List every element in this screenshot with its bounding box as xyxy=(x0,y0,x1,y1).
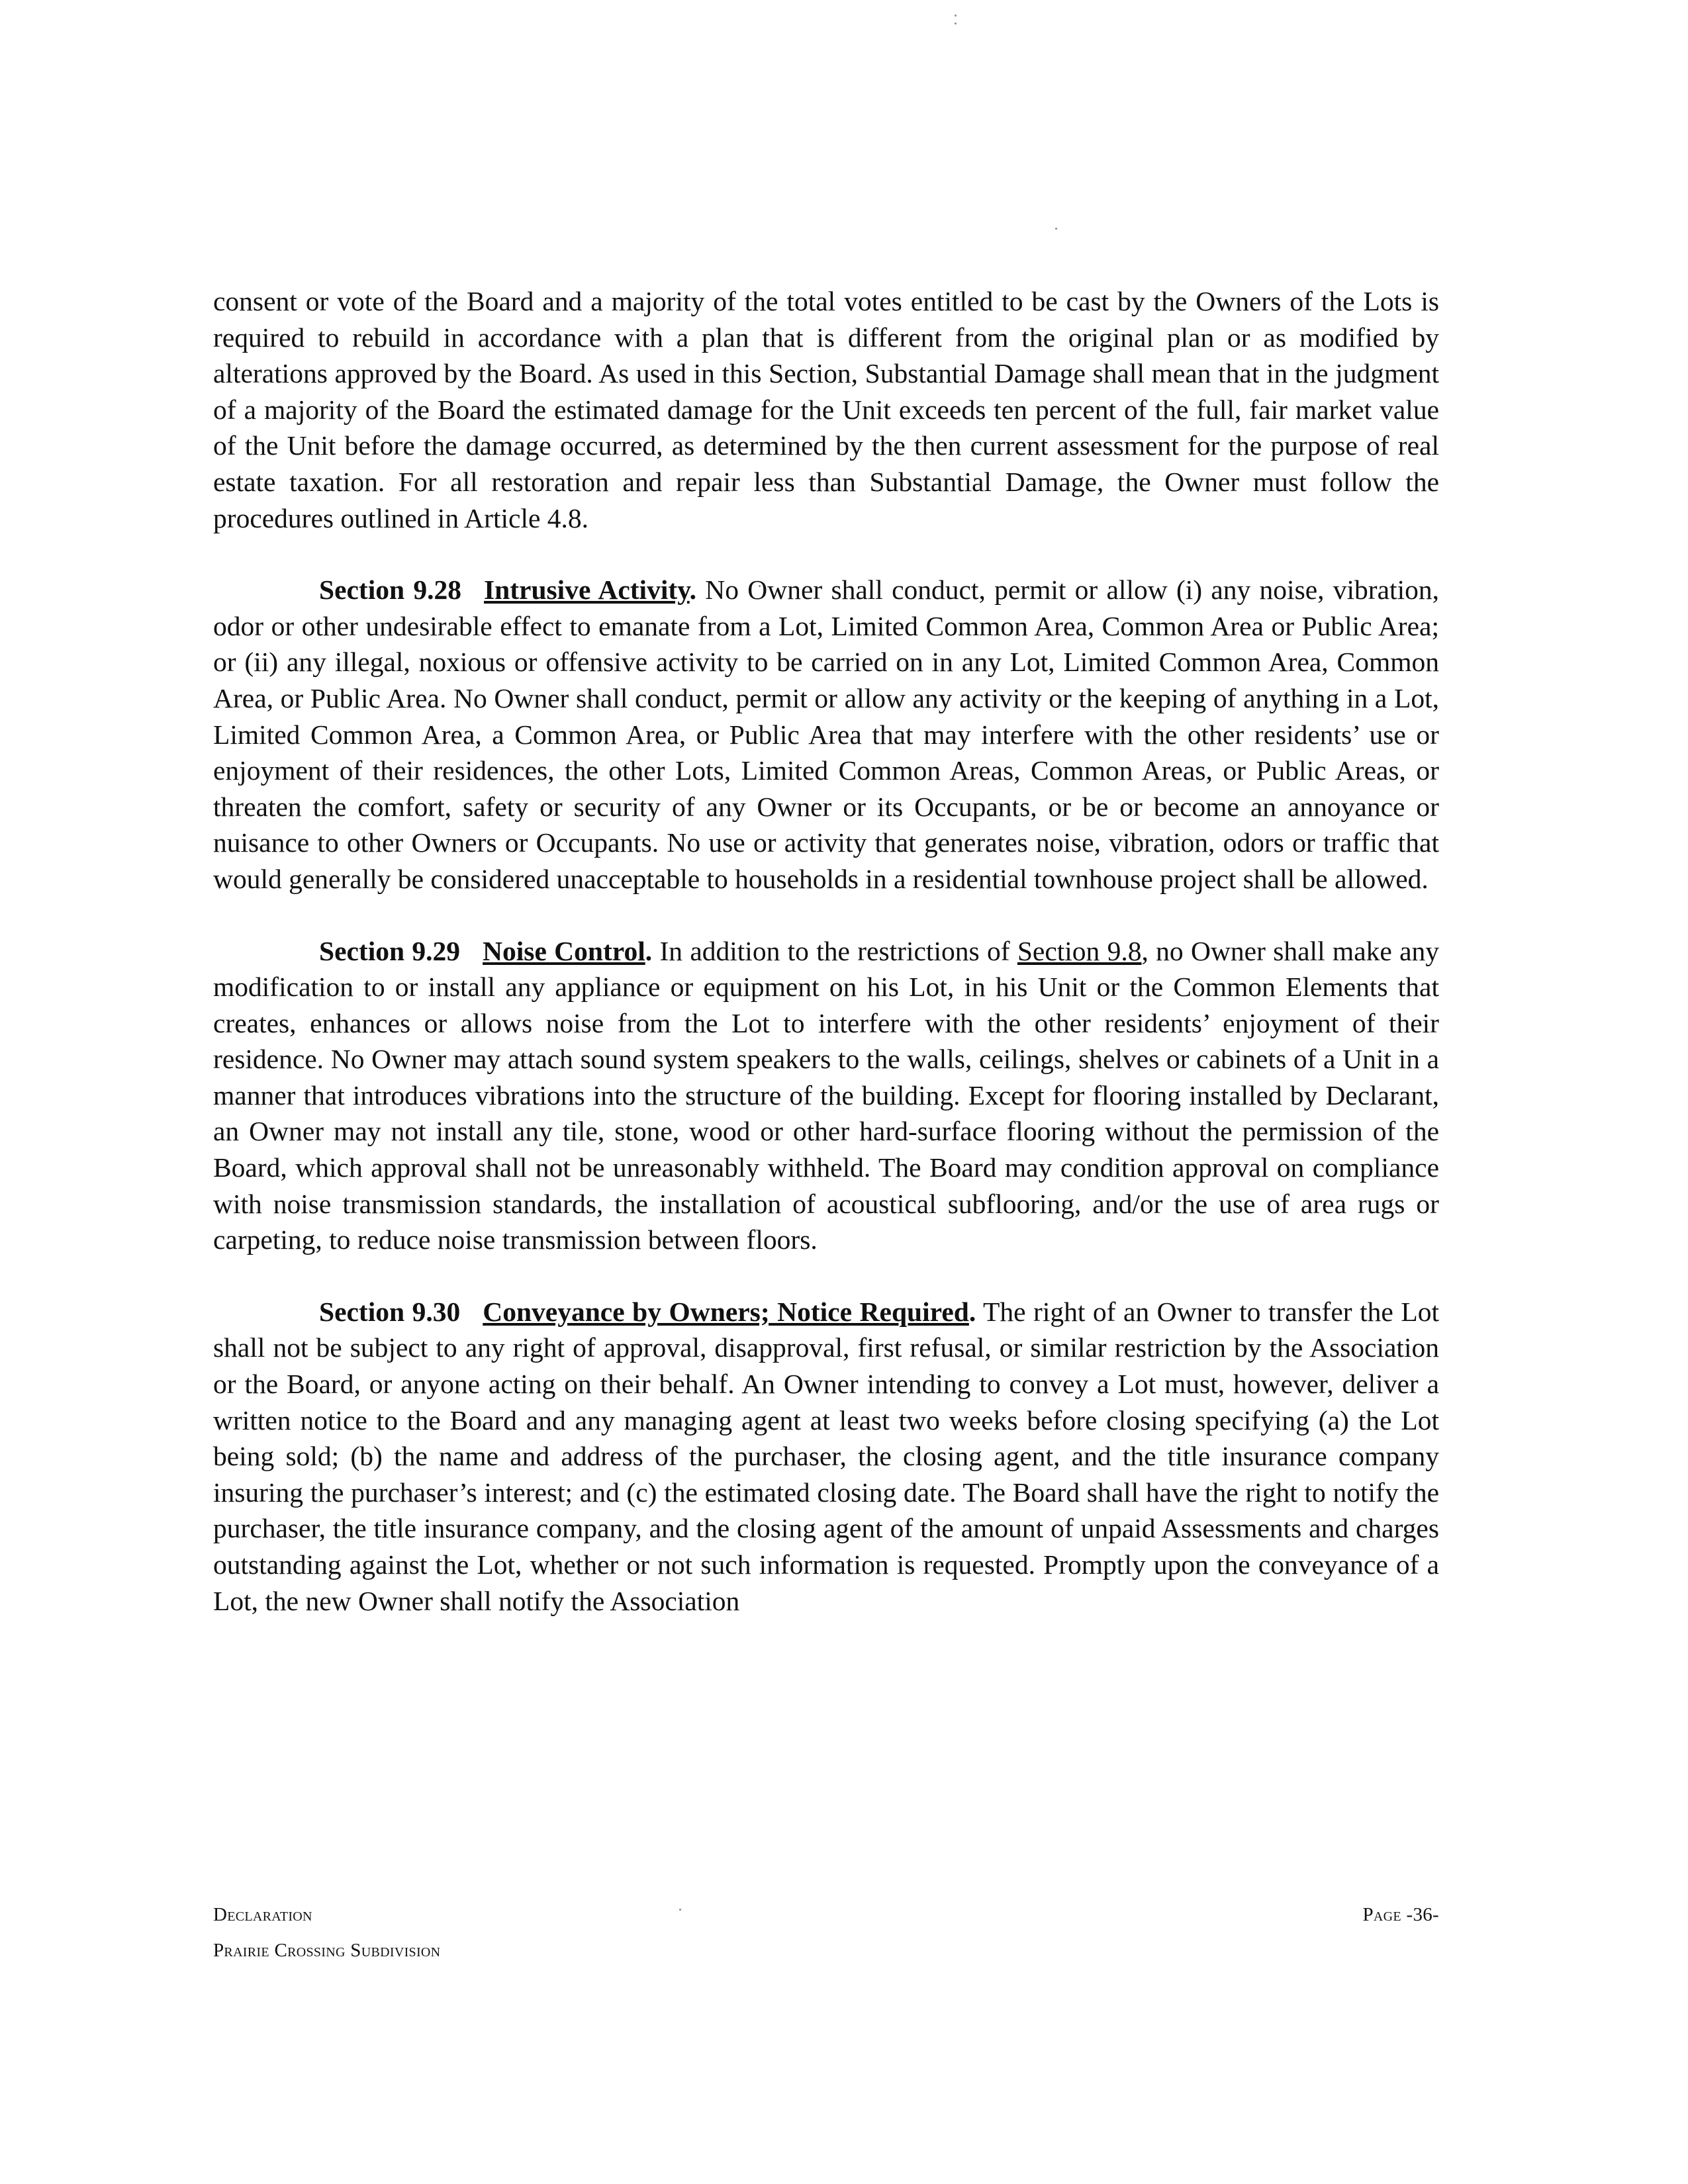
scan-speck xyxy=(955,23,957,24)
section-title: Conveyance by Owners; Notice Required xyxy=(483,1296,969,1327)
footer-document-title xyxy=(213,1897,440,1968)
paragraph-text: consent or vote of the Board and a majority of the total votes entitled to be cast by the Owners of the Lots is required to rebuild in accordance with a plan that is different from the original plan or as modified by alterations approved by the Board. As used in this Section, Substantial Damage shall mean that in the judgment of a majority of the Board the estimated damage for the Unit exceeds ten percent of the full, fair market value of the Unit before the damage occurred, as determined by the then current assessment for the purpose of real estate taxation. For all restoration and repair less than Substantial Damage, the Owner must follow the procedures outlined in Article 4.8. xyxy=(213,286,1439,533)
section-9-29: Section 9.29 Noise Control. In addition to the restrictions of Section 9.8, no Owner shall make any modification to or install any appliance or equipment on his Lot, in his Unit or the Common Elements that creates, enhances or allows noise from the Lot to interfere with the other residents’ enjoyment of their residence. No Owner may attach sound system speakers to the walls, ceilings, shelves or cabinets of a Unit in a manner that introduces vibrations into the structure of the building. Except for flooring installed by Declarant, an Owner may not install any tile, stone, wood or other hard-surface flooring without the permission of the Board, which approval shall not be unreasonably withheld. The Board may condition approval on compliance with noise transmission standards, the installation of acoustical subflooring, and/or the use of area rugs or carpeting, to reduce noise transmission between floors. xyxy=(213,935,1440,1255)
continued-paragraph xyxy=(213,283,1439,536)
scan-speck xyxy=(955,15,957,17)
section-title: Noise Control xyxy=(483,935,645,966)
section-9-28: Section 9.28 Intrusive Activity. No Owner shall conduct, permit or allow (i) any noise, vibration, odor or other undesirable effect to emanate from a Lot, Limited Common Area, Common Area or Public Area; or (ii) any illegal, noxious or offensive activity to be carried on in any Lot, Limited Common Area, Common Area, or Public Area. No Owner shall conduct, permit or allow any activity or the keeping of anything in a Lot, Limited Common Area, a Common Area, or Public Area that may interfere with the other residents’ use or enjoyment of their residences, the other Lots, Limited Common Areas, Common Areas, or Public Areas, or threaten the comfort, safety or security of any Owner or its Occupants, or be or become an annoyance or nuisance to other Owners or Occupants. No use or activity that generates noise, vibration, odors or traffic that would generally be considered unacceptable to households in a residential townhouse project shall be allowed. xyxy=(213,574,1439,894)
section-number: Section 9.28 xyxy=(319,574,461,606)
section-text: In addition to the restrictions of xyxy=(659,935,1017,966)
scan-speck xyxy=(679,1909,681,1911)
footer-doc-name: Declaration xyxy=(213,1904,312,1925)
section-9-30: Section 9.30 Conveyance by Owners; Notice Required. The right of an Owner to transfer the Lot shall not be subject to any right of approval, disapproval, first refusal, or similar restriction by the Association or the Board, or anyone acting on their behalf. An Owner intending to convey a Lot must, however, deliver a written notice to the Board and any managing agent at least two weeks before closing specifying (a) the Lot being sold; (b) the name and address of the purchaser, the closing agent, and the title insurance company insuring the purchaser’s interest; and (c) the estimated closing date. The Board shall have the right to notify the purchaser, the title insurance company, and the closing agent of the amount of unpaid Assessments and charges outstanding against the Lot, whether or not such information is requested. Promptly upon the conveyance of a Lot, the new Owner shall notify the Association xyxy=(213,1296,1439,1616)
page-number: Page -36- xyxy=(1362,1904,1439,1925)
section-number: Section 9.29 xyxy=(319,935,461,966)
section-cross-reference: Section 9.8 xyxy=(1017,935,1142,966)
section-text: No Owner shall conduct, permit or allow (i) any noise, vibration, odor or other undesirable effect to emanate from a Lot, Limited Common Area, Common Area or Public Area; or (ii) any illegal, noxious or offensive activity to be carried on in any Lot, Limited Common Area, Common Area, or Public Area. No Owner shall conduct, permit or allow any activity or the keeping of anything in a Lot, Limited Common Area, a Common Area, or Public Area that may interfere with the other residents’ use or enjoyment of their residences, the other Lots, Limited Common Areas, Common Areas, or Public Areas, or threaten the comfort, safety or security of any Owner or its Occupants, or be or become an annoyance or nuisance to other Owners or Occupants. No use or activity that generates noise, vibration, odors or traffic that would generally be considered unacceptable to households in a residential townhouse project shall be allowed. xyxy=(213,574,1439,894)
body-text xyxy=(213,283,1439,1655)
scan-speck xyxy=(1055,228,1057,230)
section-text: , no Owner shall make any modification to or install any appliance or equipment on his Lot, in his Unit or the Common Elements that creates, enhances or allows noise from the Lot to interfere with the other residents’ enjoyment of their residence. No Owner may attach sound system speakers to the walls, ceilings, shelves or cabinets of a Unit in a manner that introduces vibrations into the structure of the building. Except for flooring installed by Declarant, an Owner may not install any tile, stone, wood or other hard-surface flooring without the permission of the Board, which approval shall not be unreasonably withheld. The Board may condition approval on compliance with noise transmission standards, the installation of acoustical subflooring, and/or the use of area rugs or carpeting, to reduce noise transmission between floors. xyxy=(213,935,1440,1255)
section-title: Intrusive Activity xyxy=(483,574,690,606)
section-text: The right of an Owner to transfer the Lot shall not be subject to any right of approval, disapproval, first refusal, or similar restriction by the Association or the Board, or anyone acting on their behalf. An Owner intending to convey a Lot must, however, deliver a written notice to the Board and any managing agent at least two weeks before closing specifying (a) the Lot being sold; (b) the name and address of the purchaser, the closing agent, and the title insurance company insuring the purchaser’s interest; and (c) the estimated closing date. The Board shall have the right to notify the purchaser, the title insurance company, and the closing agent of the amount of unpaid Assessments and charges outstanding against the Lot, whether or not such information is requested. Promptly upon the conveyance of a Lot, the new Owner shall notify the Association xyxy=(213,1296,1439,1616)
section-number: Section 9.30 xyxy=(319,1296,461,1327)
footer-subdivision: Prairie Crossing Subdivision xyxy=(213,1940,441,1961)
